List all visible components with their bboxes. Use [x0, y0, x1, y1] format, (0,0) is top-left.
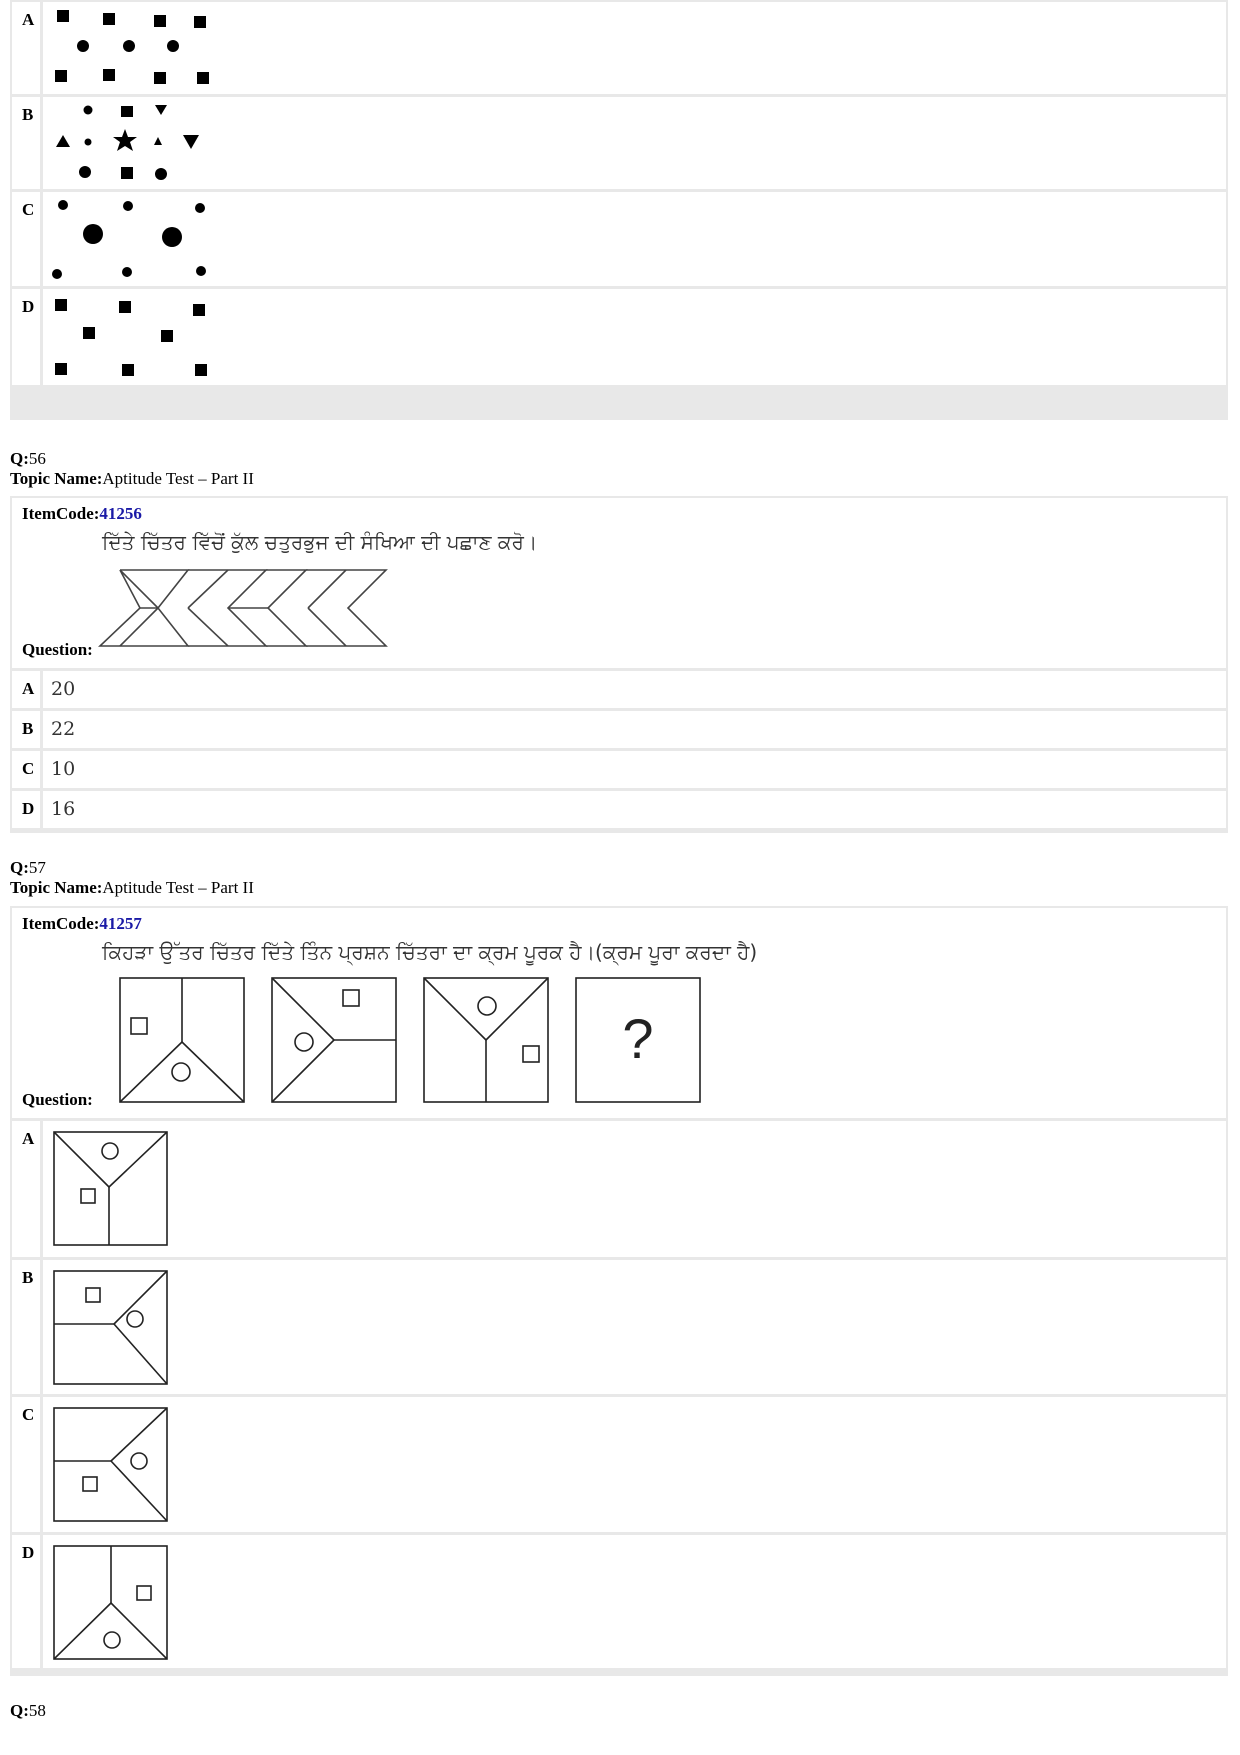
- option-row-c: [12, 192, 1226, 286]
- topic-name: Aptitude Test – Part II: [102, 469, 254, 488]
- question-label: Question:: [22, 640, 93, 659]
- q57-option-b[interactable]: [12, 1260, 1226, 1394]
- option-row-a: [12, 2, 1226, 94]
- option-label: B: [12, 97, 40, 189]
- q56-header: [10, 449, 254, 489]
- answer-figure-b: [51, 1268, 181, 1398]
- itemcode-value: 41256: [99, 504, 142, 523]
- option-figure-cell: [43, 2, 1226, 94]
- option-text: 16: [51, 798, 76, 820]
- option-text: 10: [51, 758, 76, 780]
- topic-label: Topic Name:: [10, 469, 103, 488]
- q58-header: [10, 1701, 46, 1721]
- option-label: C: [12, 751, 40, 788]
- q57-question-row: [12, 908, 1226, 1118]
- option-label: C: [12, 1397, 40, 1532]
- itemcode: ItemCode:41256: [22, 504, 142, 523]
- q56-option-b[interactable]: [12, 711, 1226, 748]
- q57-header: [10, 858, 254, 898]
- option-label: D: [12, 1535, 40, 1668]
- question-number-label: Q:: [10, 449, 29, 468]
- option-figure-cell: [43, 97, 1226, 189]
- option-label: D: [12, 289, 40, 385]
- question-label: Question:: [22, 1090, 93, 1109]
- topic-label: Topic Name:: [10, 878, 103, 897]
- dot-pattern-figure-a: [43, 2, 243, 92]
- question-cell: [12, 908, 1226, 1118]
- option-label: D: [12, 791, 40, 828]
- missing-figure-mark: ?: [622, 1007, 654, 1070]
- option-label: A: [12, 671, 40, 708]
- option-row-b: [12, 97, 1226, 189]
- circle-pattern-figure-c: [43, 192, 243, 286]
- option-figure-cell: [43, 192, 1226, 286]
- shape-pattern-figure-b: [43, 97, 243, 187]
- option-row-d: [12, 289, 1226, 385]
- q57-table: [10, 906, 1228, 1676]
- question-instruction: ਕਿਹੜਾ ਉੱਤਰ ਚਿੱਤਰ ਦਿੱਤੇ ਤਿੰਨ ਪ੍ਰਸ਼ਨ ਚਿੱਤਰਾ ਦਾ ਕ੍ਰਮ ਪੂਰਕ ਹੈ।(ਕ੍ਰਮ ਪੂਰਾ ਕਰਦਾ ਹੈ): [102, 940, 758, 964]
- itemcode-value: 41257: [99, 914, 142, 933]
- question-number-label: Q:: [10, 1701, 29, 1720]
- q56-option-d[interactable]: [12, 791, 1226, 828]
- answer-figure-d: [51, 1543, 181, 1673]
- answer-figure-a: [51, 1129, 181, 1259]
- question-cell: [12, 498, 1226, 668]
- itemcode: ItemCode:41257: [22, 914, 142, 933]
- problem-figures: [100, 976, 740, 1106]
- quadrilateral-figure: [98, 568, 398, 660]
- q56-option-a[interactable]: [12, 671, 1226, 708]
- question-number-label: Q:: [10, 858, 29, 877]
- prev-question-options: [10, 0, 1228, 420]
- q56-table: [10, 496, 1228, 833]
- answer-figure-c: [51, 1405, 181, 1535]
- option-label: B: [12, 711, 40, 748]
- topic-name: Aptitude Test – Part II: [102, 878, 254, 897]
- q56-question-row: [12, 498, 1226, 668]
- option-label: A: [12, 1121, 40, 1257]
- square-pattern-figure-d: [43, 289, 243, 385]
- option-text: 20: [51, 678, 76, 700]
- option-label: B: [12, 1260, 40, 1394]
- question-number: 58: [28, 1701, 46, 1720]
- q57-option-a[interactable]: [12, 1121, 1226, 1257]
- question-number: 57: [28, 858, 46, 877]
- option-text: 22: [51, 718, 76, 740]
- option-label: C: [12, 192, 40, 286]
- q57-option-d[interactable]: [12, 1535, 1226, 1668]
- question-number: 56: [28, 449, 46, 468]
- question-instruction: ਦਿੱਤੇ ਚਿੱਤਰ ਵਿੱਚੋਂ ਕੁੱਲ ਚਤੁਰਭੁਜ ਦੀ ਸੰਖਿਆ ਦੀ ਪਛਾਣ ਕਰੋ।: [102, 530, 538, 554]
- q56-option-c[interactable]: [12, 751, 1226, 788]
- option-label: A: [12, 2, 40, 94]
- q57-option-c[interactable]: [12, 1397, 1226, 1532]
- option-figure-cell: [43, 289, 1226, 385]
